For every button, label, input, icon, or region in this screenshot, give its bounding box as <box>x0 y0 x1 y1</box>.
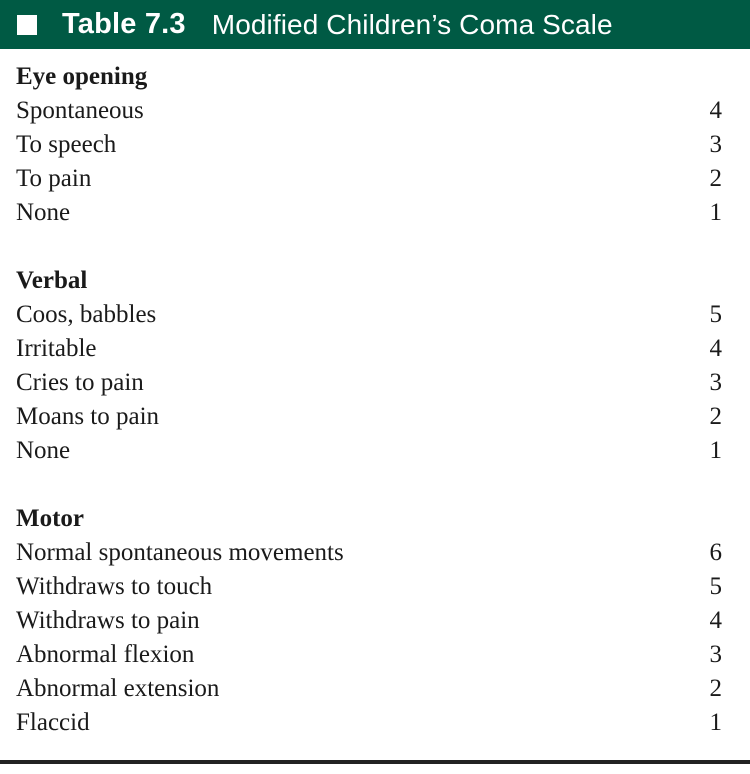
table-number: Table 7.3 <box>62 8 186 40</box>
table-row <box>16 672 722 706</box>
response-label: To pain <box>16 165 92 192</box>
table-row <box>16 366 722 400</box>
score-value: 6 <box>709 539 722 566</box>
response-label: None <box>16 437 71 464</box>
table-row <box>16 706 722 740</box>
score-value: 2 <box>709 403 722 430</box>
table-row <box>16 638 722 672</box>
response-label: Withdraws to pain <box>16 607 200 634</box>
table-row <box>16 298 722 332</box>
score-value: 3 <box>709 131 722 158</box>
response-label: None <box>16 199 71 226</box>
response-label: Abnormal extension <box>16 675 220 702</box>
section-eye-opening <box>16 60 722 230</box>
score-value: 2 <box>709 675 722 702</box>
table-row <box>16 196 722 230</box>
bottom-rule <box>0 760 750 764</box>
section-heading: Verbal <box>16 267 88 294</box>
score-value: 4 <box>709 607 722 634</box>
response-label: Spontaneous <box>16 97 144 124</box>
response-label: Cries to pain <box>16 369 144 396</box>
response-label: Moans to pain <box>16 403 160 430</box>
score-value: 3 <box>709 369 722 396</box>
response-label: Irritable <box>16 335 97 362</box>
score-value: 5 <box>709 573 722 600</box>
response-label: To speech <box>16 131 117 158</box>
score-value: 4 <box>709 97 722 124</box>
section-motor <box>16 502 722 740</box>
response-label: Abnormal flexion <box>16 641 195 668</box>
response-label: Withdraws to touch <box>16 573 213 600</box>
score-value: 1 <box>709 437 722 464</box>
table-row <box>16 128 722 162</box>
score-value: 3 <box>709 641 722 668</box>
score-value: 4 <box>709 335 722 362</box>
table-row <box>16 570 722 604</box>
table-row <box>16 434 722 468</box>
section-verbal <box>16 264 722 468</box>
table-row <box>16 604 722 638</box>
score-value: 5 <box>709 301 722 328</box>
response-label: Normal spontaneous movements <box>16 539 344 566</box>
table-row <box>16 536 722 570</box>
score-value: 1 <box>709 709 722 736</box>
table-title: Modified Children’s Coma Scale <box>211 8 613 40</box>
score-value: 1 <box>709 199 722 226</box>
table-row <box>16 162 722 196</box>
coma-scale-table <box>16 60 722 774</box>
response-label: Flaccid <box>16 709 90 736</box>
table-title-bar <box>0 0 750 49</box>
table-row <box>16 332 722 366</box>
response-label: Coos, babbles <box>16 301 157 328</box>
table-row <box>16 400 722 434</box>
score-value: 2 <box>709 165 722 192</box>
section-heading: Eye opening <box>16 63 148 90</box>
section-heading: Motor <box>16 505 85 532</box>
table-row <box>16 94 722 128</box>
square-bullet-icon <box>17 15 37 35</box>
